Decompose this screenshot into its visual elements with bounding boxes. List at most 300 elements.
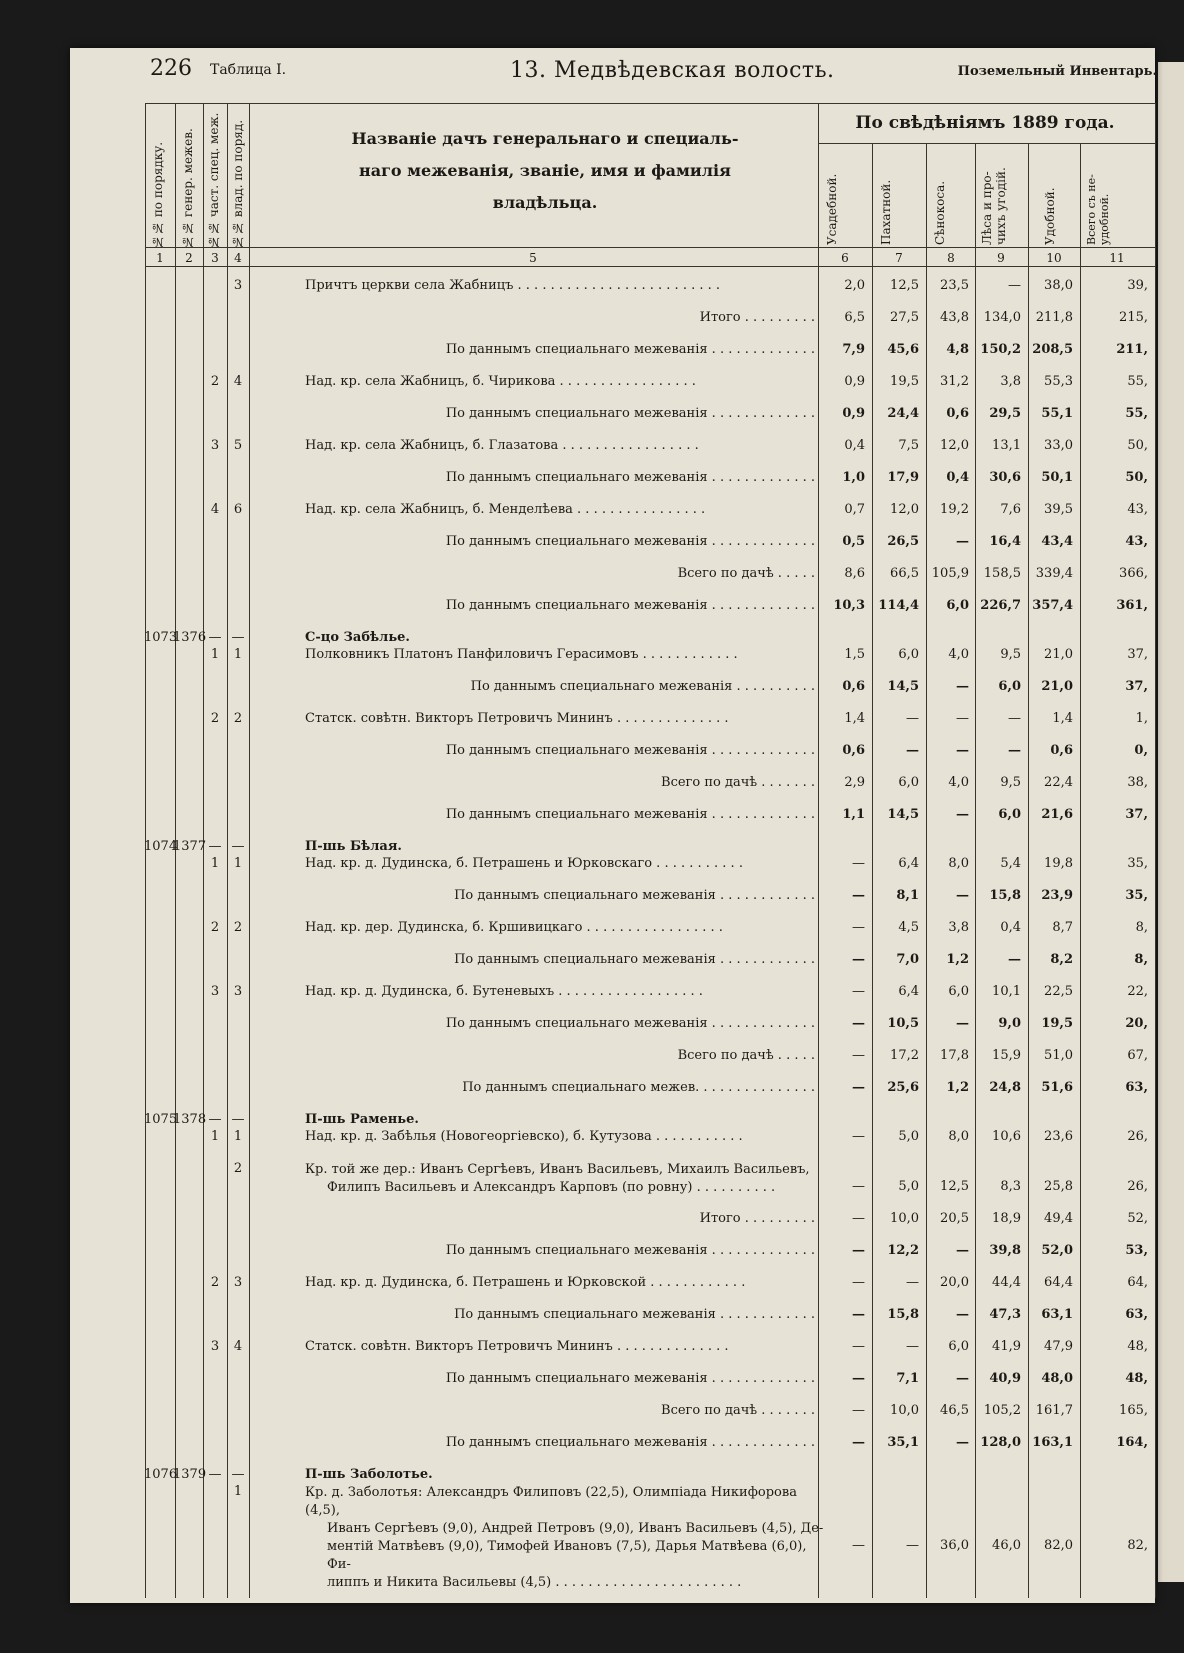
- area-value: 128,0: [980, 1435, 1021, 1450]
- table-row: [145, 406, 1155, 424]
- area-value: 49,4: [1044, 1211, 1073, 1226]
- area-value: 134,0: [983, 310, 1021, 325]
- table-row: [145, 278, 1155, 296]
- table-row: [145, 598, 1155, 616]
- area-value: 63,1: [1041, 1307, 1073, 1322]
- column-number: 5: [529, 251, 537, 265]
- table-label: Таблица I.: [210, 62, 287, 78]
- area-value: 55,1: [1041, 406, 1073, 421]
- owner-name: По даннымъ специальнаго межеванія . . . . . . . . . . . . .: [445, 598, 815, 613]
- area-value: —: [852, 1371, 865, 1386]
- area-value: 50,: [1127, 438, 1148, 453]
- area-value: —: [852, 1211, 865, 1226]
- row-c4: 3: [233, 1275, 243, 1290]
- area-value: 43,4: [1041, 534, 1073, 549]
- area-value: 6,0: [998, 807, 1021, 822]
- col-group-header: По свѣдѣніямъ 1889 года.: [855, 113, 1115, 133]
- area-value: 41,9: [992, 1339, 1021, 1354]
- owner-name: Причтъ церкви села Жабницъ . . . . . . . . . . . . . . . . . . . . . . . . .: [305, 278, 721, 293]
- table-row: [145, 1080, 1155, 1098]
- area-value: —: [852, 1129, 865, 1144]
- estate-name: С-цо Забѣлье.: [305, 630, 410, 645]
- group-header-rule: [818, 143, 1155, 144]
- area-value: —: [906, 1275, 919, 1290]
- col-header-name: [285, 123, 805, 219]
- area-value: 0,: [1134, 743, 1148, 758]
- table-row: [145, 1371, 1155, 1389]
- area-value: 3,8: [948, 920, 969, 935]
- area-value: 19,8: [1044, 856, 1073, 871]
- column-number: 10: [1046, 251, 1062, 265]
- owner-name: По даннымъ специальнаго межеванія . . . . . . . . . .: [470, 679, 815, 694]
- col-header-order: №№ по порядку.: [151, 141, 165, 249]
- area-value: —: [852, 1403, 865, 1418]
- owner-name: Над. кр. села Жабницъ, б. Глазатова . . . . . . . . . . . . . . . . .: [305, 438, 699, 453]
- owner-name: Полковникъ Платонъ Панфиловичъ Герасимовъ . . . . . . . . . . . .: [305, 647, 738, 662]
- table-row: [145, 888, 1155, 906]
- area-value: 7,0: [896, 952, 919, 967]
- area-value: —: [852, 920, 865, 935]
- area-value: 50,: [1125, 470, 1148, 485]
- area-value: 15,9: [992, 1048, 1021, 1063]
- area-value: —: [956, 1435, 969, 1450]
- area-value: 29,5: [989, 406, 1021, 421]
- row-c3: 2: [210, 711, 220, 726]
- page-title: 13. Медвѣдевская волость.: [510, 58, 835, 83]
- owner-name: По даннымъ специальнаго межеванія . . . . . . . . . . . . .: [445, 1016, 815, 1031]
- area-value: 23,5: [940, 278, 969, 293]
- table-row: [145, 1467, 1155, 1485]
- owner-name: Статск. совѣтн. Викторъ Петровичъ Мининъ . . . . . . . . . . . . . .: [305, 1339, 729, 1354]
- owner-name-multiline: [305, 1161, 825, 1197]
- row-c4: 5: [233, 438, 243, 453]
- owner-name: По даннымъ специальнаго межеванія . . . . . . . . . . . .: [454, 952, 815, 967]
- col-header-total: Всего съ не- удобной.: [1085, 174, 1111, 245]
- owner-name: Всего по дачѣ . . . . . . .: [661, 1403, 815, 1418]
- table-row: [145, 1112, 1155, 1130]
- area-value: 6,0: [898, 775, 919, 790]
- area-value: 15,8: [989, 888, 1021, 903]
- area-value: —: [956, 1243, 969, 1258]
- area-value: —: [956, 534, 969, 549]
- area-value: 21,6: [1041, 807, 1073, 822]
- row-c1: 1075: [144, 1112, 178, 1127]
- area-value: 8,2: [1050, 952, 1073, 967]
- area-value: 51,6: [1041, 1080, 1073, 1095]
- owner-name: Над. кр. д. Забѣлья (Новогеоргіевско), б. Кутузова . . . . . . . . . . .: [305, 1129, 743, 1144]
- area-value: 6,4: [898, 856, 919, 871]
- owner-name: По даннымъ специальнаго межеванія . . . . . . . . . . . . .: [445, 743, 815, 758]
- owner-name-line: липпъ и Никита Васильевы (4,5) . . . . . . . . . . . . . . . . . . . . . . .: [327, 1575, 742, 1590]
- area-value: 0,5: [842, 534, 865, 549]
- col-header-name-line-3: владѣльца.: [492, 193, 598, 212]
- area-value: 1,: [1135, 711, 1148, 726]
- area-value: —: [852, 952, 865, 967]
- area-value: —: [906, 743, 919, 758]
- document-page: [70, 48, 1155, 1603]
- area-value: 165,: [1119, 1403, 1148, 1418]
- area-value: 19,2: [940, 502, 969, 517]
- row-c4: 6: [233, 502, 243, 517]
- area-value: 20,5: [940, 1211, 969, 1226]
- area-value: 26,: [1127, 1129, 1148, 1144]
- area-value: 55,: [1125, 406, 1148, 421]
- area-value: 9,5: [1000, 647, 1021, 662]
- area-value: 6,0: [898, 647, 919, 662]
- area-value: 22,5: [1044, 984, 1073, 999]
- owner-name: Над. кр. села Жабницъ, б. Менделѣева . . . . . . . . . . . . . . . .: [305, 502, 706, 517]
- area-value: 208,5: [1032, 342, 1073, 357]
- table-row: [145, 374, 1155, 392]
- estate-name: П-шь Раменье.: [305, 1112, 419, 1127]
- table-row: [145, 1307, 1155, 1325]
- area-value: 0,6: [842, 679, 865, 694]
- area-value: 47,9: [1044, 1339, 1073, 1354]
- area-value: —: [956, 1371, 969, 1386]
- area-value: 52,0: [1041, 1243, 1073, 1258]
- area-value: 33,0: [1044, 438, 1073, 453]
- area-value: 20,0: [940, 1275, 969, 1290]
- owner-name: Над. кр. д. Дудинска, б. Петрашень и Юрковской . . . . . . . . . . . .: [305, 1275, 746, 1290]
- area-value: —: [956, 807, 969, 822]
- area-value: —: [852, 1339, 865, 1354]
- area-value: —: [852, 856, 865, 871]
- table-row: [145, 1129, 1155, 1147]
- area-value: 19,5: [1041, 1016, 1073, 1031]
- area-value: —: [852, 1048, 865, 1063]
- area-value: —: [956, 711, 969, 726]
- area-value: 53,: [1125, 1243, 1148, 1258]
- area-value: 6,4: [898, 984, 919, 999]
- table-row: [145, 630, 1155, 648]
- area-value: —: [852, 1307, 865, 1322]
- row-c4: 1: [233, 1484, 243, 1499]
- area-value: 215,: [1119, 310, 1148, 325]
- owner-name: Над. кр. д. Дудинска, б. Бутеневыхъ . . . . . . . . . . . . . . . . . .: [305, 984, 703, 999]
- area-value: 31,2: [940, 374, 969, 389]
- area-value: 0,4: [1000, 920, 1021, 935]
- area-value: 12,5: [940, 1179, 969, 1194]
- area-value: 36,0: [940, 1538, 969, 1553]
- area-value: 17,2: [890, 1048, 919, 1063]
- area-value: 8,6: [844, 566, 865, 581]
- area-value: 50,1: [1041, 470, 1073, 485]
- column-number: 7: [895, 251, 903, 265]
- area-value: 0,9: [842, 406, 865, 421]
- owner-name-line: Кр. той же дер.: Иванъ Сергѣевъ, Иванъ Васильевъ, Михаилъ Васильевъ,: [305, 1162, 810, 1177]
- area-value: 52,: [1127, 1211, 1148, 1226]
- table-row: [145, 711, 1155, 729]
- table-row: [145, 1403, 1155, 1421]
- area-value: 7,6: [1000, 502, 1021, 517]
- area-value: 10,0: [890, 1403, 919, 1418]
- area-value: 37,: [1127, 647, 1148, 662]
- area-value: 25,6: [887, 1080, 919, 1095]
- area-value: —: [1008, 711, 1021, 726]
- area-value: 158,5: [983, 566, 1021, 581]
- area-value: 21,0: [1044, 647, 1073, 662]
- area-value: 105,9: [931, 566, 969, 581]
- owner-name: Итого . . . . . . . . .: [699, 310, 815, 325]
- area-value: —: [852, 1016, 865, 1031]
- area-value: —: [852, 1538, 865, 1553]
- area-value: 10,5: [887, 1016, 919, 1031]
- owner-name-line: Иванъ Сергѣевъ (9,0), Андрей Петровъ (9,0), Иванъ Васильевъ (4,5), Де-: [327, 1521, 824, 1536]
- area-value: —: [906, 1538, 919, 1553]
- owner-name: Всего по дачѣ . . . . .: [677, 1048, 815, 1063]
- area-value: 8,7: [1052, 920, 1073, 935]
- area-value: 5,0: [898, 1129, 919, 1144]
- area-value: 1,2: [946, 1080, 969, 1095]
- owner-name: По даннымъ специальнаго межев. . . . . . . . . . . . . . .: [462, 1080, 815, 1095]
- owner-name: Итого . . . . . . . . .: [699, 1211, 815, 1226]
- owner-name: Статск. совѣтн. Викторъ Петровичъ Мининъ . . . . . . . . . . . . . .: [305, 711, 729, 726]
- area-value: 25,8: [1044, 1179, 1073, 1194]
- colnum-bottom-rule: [145, 266, 1155, 267]
- area-value: 15,8: [887, 1307, 919, 1322]
- area-value: 9,5: [1000, 775, 1021, 790]
- area-value: 35,: [1125, 888, 1148, 903]
- owner-name: Всего по дачѣ . . . . . . .: [661, 775, 815, 790]
- row-c4: 4: [233, 374, 243, 389]
- area-value: 48,: [1127, 1339, 1148, 1354]
- owner-name: По даннымъ специальнаго межеванія . . . . . . . . . . . . .: [445, 1243, 815, 1258]
- owner-name: По даннымъ специальнаго межеванія . . . . . . . . . . . . .: [445, 342, 815, 357]
- area-value: 0,4: [946, 470, 969, 485]
- area-value: 18,9: [992, 1211, 1021, 1226]
- column-number: 6: [841, 251, 849, 265]
- area-value: —: [906, 711, 919, 726]
- row-c4: 1: [233, 856, 243, 871]
- row-c4: —: [231, 1112, 245, 1127]
- page-header: [150, 56, 1155, 88]
- area-value: 12,0: [890, 502, 919, 517]
- area-value: 40,9: [989, 1371, 1021, 1386]
- table-row: [145, 1484, 1155, 1590]
- area-value: 38,: [1127, 775, 1148, 790]
- row-c3: 4: [210, 502, 220, 517]
- col-header-arable: Пахатной.: [879, 179, 893, 245]
- page-number: 226: [150, 56, 192, 81]
- area-value: —: [1008, 952, 1021, 967]
- area-value: 105,2: [983, 1403, 1021, 1418]
- column-number: 8: [947, 251, 955, 265]
- area-value: 4,5: [898, 920, 919, 935]
- row-c3: 3: [210, 1339, 220, 1354]
- area-value: 26,: [1127, 1179, 1148, 1194]
- table-row: [145, 1243, 1155, 1261]
- area-value: —: [956, 888, 969, 903]
- area-value: —: [852, 1435, 865, 1450]
- area-value: 5,0: [898, 1179, 919, 1194]
- table-row: [145, 1048, 1155, 1066]
- owner-name: По даннымъ специальнаго межеванія . . . . . . . . . . . . .: [445, 1371, 815, 1386]
- area-value: 6,0: [946, 598, 969, 613]
- area-value: 35,: [1127, 856, 1148, 871]
- table-row: [145, 1435, 1155, 1453]
- col-header-general: №№ генер. межев.: [181, 128, 195, 249]
- row-c3: 1: [210, 647, 220, 662]
- table-row: [145, 1275, 1155, 1293]
- area-value: 1,4: [844, 711, 865, 726]
- col-header-estate: Усадебной.: [825, 173, 839, 245]
- area-value: 63,: [1125, 1080, 1148, 1095]
- running-head-right: Поземельный Инвентарь.: [957, 64, 1157, 79]
- owner-name-multiline: [305, 1484, 825, 1592]
- area-value: —: [906, 1339, 919, 1354]
- area-value: 47,3: [989, 1307, 1021, 1322]
- area-value: 211,8: [1035, 310, 1073, 325]
- column-number: 3: [211, 251, 219, 265]
- adjacent-page-edge: [1158, 62, 1184, 1582]
- area-value: 12,5: [890, 278, 919, 293]
- row-c3: —: [208, 630, 222, 645]
- area-value: 6,0: [948, 1339, 969, 1354]
- area-value: 17,9: [887, 470, 919, 485]
- area-value: 48,0: [1041, 1371, 1073, 1386]
- area-value: 7,1: [896, 1371, 919, 1386]
- table-row: [145, 984, 1155, 1002]
- column-number: 11: [1109, 251, 1125, 265]
- table-row: [145, 647, 1155, 665]
- area-value: 150,2: [980, 342, 1021, 357]
- area-value: 5,4: [1000, 856, 1021, 871]
- column-rule: [1155, 103, 1156, 1598]
- area-value: —: [956, 743, 969, 758]
- table-row: [145, 1016, 1155, 1034]
- area-value: 6,0: [948, 984, 969, 999]
- owner-name: Над. кр. села Жабницъ, б. Чирикова . . . . . . . . . . . . . . . . .: [305, 374, 696, 389]
- row-c3: —: [208, 839, 222, 854]
- table-row: [145, 438, 1155, 456]
- area-value: 0,7: [844, 502, 865, 517]
- area-value: 22,4: [1044, 775, 1073, 790]
- area-value: 39,8: [989, 1243, 1021, 1258]
- area-value: 55,3: [1044, 374, 1073, 389]
- area-value: 339,4: [1035, 566, 1073, 581]
- area-value: 30,6: [989, 470, 1021, 485]
- area-value: 6,0: [998, 679, 1021, 694]
- owner-name: По даннымъ специальнаго межеванія . . . . . . . . . . . . .: [445, 1435, 815, 1450]
- row-c2: 1376: [173, 630, 207, 645]
- row-c3: 2: [210, 1275, 220, 1290]
- area-value: —: [956, 1016, 969, 1031]
- column-number: 1: [156, 251, 164, 265]
- table-row: [145, 342, 1155, 360]
- area-value: 43,8: [940, 310, 969, 325]
- row-c3: 3: [210, 438, 220, 453]
- area-value: 1,5: [844, 647, 865, 662]
- area-value: 12,2: [887, 1243, 919, 1258]
- row-c1: 1076: [144, 1467, 178, 1482]
- area-value: 44,4: [992, 1275, 1021, 1290]
- row-c1: 1074: [144, 839, 178, 854]
- estate-name: П-шь Заболотье.: [305, 1467, 433, 1482]
- area-value: 63,: [1125, 1307, 1148, 1322]
- row-c4: —: [231, 839, 245, 854]
- area-value: 22,: [1127, 984, 1148, 999]
- area-value: 39,5: [1044, 502, 1073, 517]
- area-value: 9,0: [998, 1016, 1021, 1031]
- row-c3: 1: [210, 1129, 220, 1144]
- col-header-forest: Лѣса и про- чихъ угодій.: [980, 167, 1008, 245]
- col-header-usable: Удобной.: [1043, 187, 1057, 245]
- row-c4: 1: [233, 1129, 243, 1144]
- area-value: 38,0: [1044, 278, 1073, 293]
- area-value: 43,: [1125, 534, 1148, 549]
- area-value: 14,5: [887, 807, 919, 822]
- area-value: 8,3: [1000, 1179, 1021, 1194]
- table-row: [145, 470, 1155, 488]
- row-c3: —: [208, 1467, 222, 1482]
- area-value: 37,: [1125, 807, 1148, 822]
- table-row: [145, 775, 1155, 793]
- area-value: 37,: [1125, 679, 1148, 694]
- row-c4: 3: [233, 278, 243, 293]
- area-value: 8,0: [948, 856, 969, 871]
- owner-name: Над. кр. дер. Дудинска, б. Кршивицкаго . . . . . . . . . . . . . . . . .: [305, 920, 723, 935]
- row-c4: 3: [233, 984, 243, 999]
- column-number: 4: [234, 251, 242, 265]
- row-c4: 2: [233, 1161, 243, 1176]
- area-value: 45,6: [887, 342, 919, 357]
- area-value: —: [956, 1307, 969, 1322]
- area-value: 24,4: [887, 406, 919, 421]
- area-value: 164,: [1116, 1435, 1148, 1450]
- area-value: 64,4: [1044, 1275, 1073, 1290]
- area-value: 82,0: [1044, 1538, 1073, 1553]
- area-value: 13,1: [992, 438, 1021, 453]
- area-value: 7,9: [842, 342, 865, 357]
- area-value: 3,8: [1000, 374, 1021, 389]
- row-c3: —: [208, 1112, 222, 1127]
- area-value: 23,6: [1044, 1129, 1073, 1144]
- area-value: 2,0: [844, 278, 865, 293]
- table-row: [145, 502, 1155, 520]
- area-value: 66,5: [890, 566, 919, 581]
- table-row: [145, 952, 1155, 970]
- area-value: 12,0: [940, 438, 969, 453]
- area-value: —: [1008, 278, 1021, 293]
- area-value: 14,5: [887, 679, 919, 694]
- area-value: 1,0: [842, 470, 865, 485]
- col-header-name-line-1: Названіе дачъ генеральнаго и специаль-: [351, 129, 739, 148]
- area-value: 8,1: [896, 888, 919, 903]
- owner-name: По даннымъ специальнаго межеванія . . . . . . . . . . . . .: [445, 406, 815, 421]
- area-value: 226,7: [980, 598, 1021, 613]
- area-value: 357,4: [1032, 598, 1073, 613]
- owner-name: По даннымъ специальнаго межеванія . . . . . . . . . . . . .: [445, 807, 815, 822]
- area-value: 4,8: [946, 342, 969, 357]
- area-value: 46,0: [992, 1538, 1021, 1553]
- estate-name: П-шь Бѣлая.: [305, 839, 402, 854]
- col-header-owner: №№ влад. по поряд.: [231, 119, 245, 249]
- col-header-special: №№ част. спец. меж.: [207, 112, 221, 249]
- table-row: [145, 807, 1155, 825]
- area-value: 26,5: [887, 534, 919, 549]
- area-value: 1,2: [946, 952, 969, 967]
- area-value: 0,9: [844, 374, 865, 389]
- area-value: 161,7: [1035, 1403, 1073, 1418]
- row-c2: 1377: [173, 839, 207, 854]
- area-value: 67,: [1127, 1048, 1148, 1063]
- area-value: 0,6: [946, 406, 969, 421]
- area-value: 163,1: [1032, 1435, 1073, 1450]
- table-row: [145, 743, 1155, 761]
- area-value: 4,0: [948, 775, 969, 790]
- owner-name: По даннымъ специальнаго межеванія . . . . . . . . . . . .: [454, 888, 815, 903]
- area-value: 10,1: [992, 984, 1021, 999]
